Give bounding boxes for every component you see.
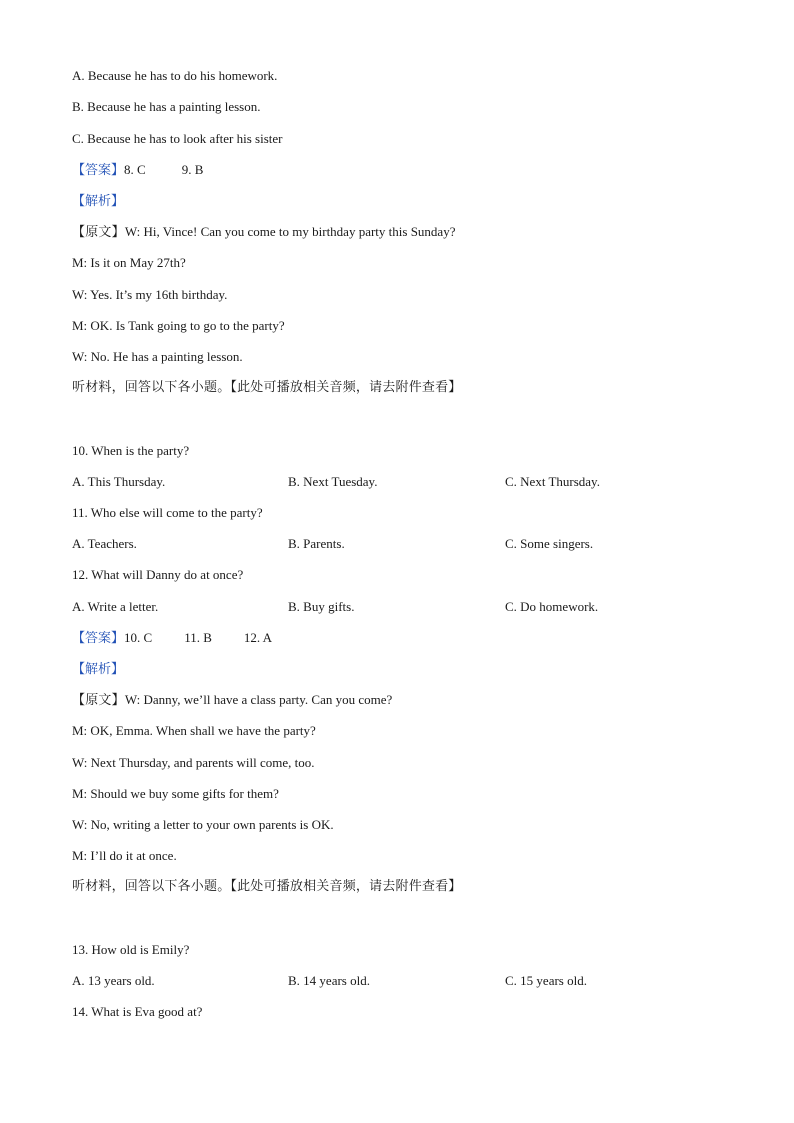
question-10-options	[72, 473, 722, 491]
answer-value: 11. B	[184, 630, 212, 645]
question-11: 11. Who else will come to the party?	[72, 505, 263, 520]
transcript-text: W: Danny, we’ll have a class party. Can you come?	[124, 692, 393, 707]
transcript-2-line-3: W: Next Thursday, and parents will come, too.	[72, 755, 315, 770]
option-c: C. Do homework.	[505, 599, 599, 614]
answer-line-2	[72, 629, 272, 648]
transcript-2-line-6: M: I’ll do it at once.	[72, 848, 177, 863]
option-b: B. Buy gifts.	[288, 599, 355, 614]
transcript-2-line-4: M: Should we buy some gifts for them?	[72, 786, 279, 801]
listen-instruction-1: 听材料，回答以下各小题。【此处可播放相关音频，请去附件查看】	[72, 380, 462, 395]
option-a: A. 13 years old.	[72, 973, 155, 988]
transcript-1-line-4: M: OK. Is Tank going to go to the party?	[72, 318, 285, 333]
transcript-1-line-5: W: No. He has a painting lesson.	[72, 349, 243, 364]
original-label: 【原文】	[72, 225, 125, 240]
transcript-2-line-5: W: No, writing a letter to your own parents is OK.	[72, 817, 334, 832]
question-12-options	[72, 598, 722, 616]
transcript-2-line-2: M: OK, Emma. When shall we have the party?	[72, 723, 316, 738]
answer-value: 10. C	[124, 630, 153, 645]
question-11-options	[72, 535, 722, 553]
transcript-1-line-1	[72, 223, 455, 242]
option-c: C. Some singers.	[505, 536, 594, 551]
option-a: A. Write a letter.	[72, 599, 159, 614]
q9-option-a: A. Because he has to do his homework.	[72, 68, 278, 83]
transcript-1-line-2: M: Is it on May 27th?	[72, 255, 186, 270]
listen-instruction-2: 听材料，回答以下各小题。【此处可播放相关音频，请去附件查看】	[72, 879, 462, 894]
answer-value: 12. A	[243, 630, 273, 645]
question-13: 13. How old is Emily?	[72, 942, 190, 957]
answer-value: 8. C	[124, 162, 146, 177]
transcript-text: W: Hi, Vince! Can you come to my birthday party this Sunday?	[124, 224, 456, 239]
question-14: 14. What is Eva good at?	[72, 1004, 203, 1019]
answer-label: 【答案】	[72, 631, 125, 646]
q9-option-c: C. Because he has to look after his sister	[72, 131, 283, 146]
question-12: 12. What will Danny do at once?	[72, 567, 244, 582]
option-b: B. Next Tuesday.	[288, 474, 378, 489]
option-a: A. Teachers.	[72, 536, 137, 551]
option-c: C. 15 years old.	[505, 973, 587, 988]
transcript-2-line-1	[72, 691, 392, 710]
original-label: 【原文】	[72, 693, 125, 708]
question-10: 10. When is the party?	[72, 443, 190, 458]
analysis-label: 【解析】	[72, 662, 125, 677]
transcript-1-line-3: W: Yes. It’s my 16th birthday.	[72, 287, 228, 302]
analysis-heading-1	[72, 192, 124, 211]
answer-value: 9. B	[181, 162, 204, 177]
q9-option-b: B. Because he has a painting lesson.	[72, 99, 261, 114]
option-c: C. Next Thursday.	[505, 474, 600, 489]
analysis-heading-2	[72, 660, 124, 679]
option-b: B. 14 years old.	[288, 973, 370, 988]
analysis-label: 【解析】	[72, 194, 125, 209]
option-b: B. Parents.	[288, 536, 345, 551]
option-a: A. This Thursday.	[72, 474, 166, 489]
answer-label: 【答案】	[72, 163, 125, 178]
answer-line-1	[72, 161, 203, 180]
question-13-options	[72, 972, 722, 990]
